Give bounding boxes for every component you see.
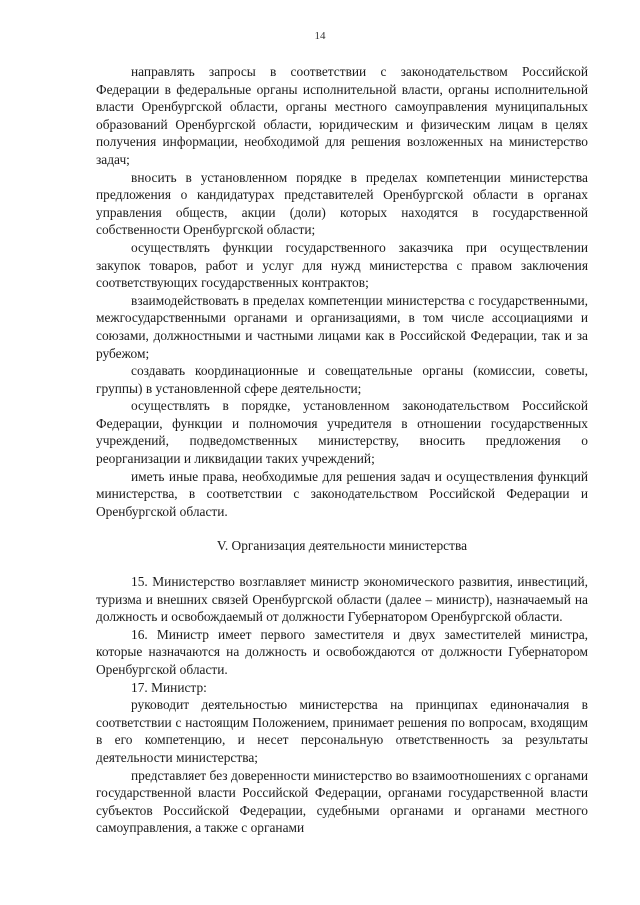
paragraph-requests: направлять запросы в соответствии с законодательством Российской Федерации в федеральные органы исполнительной власти, органы исполнительной власти Оренбургской области, органы местного самоуправления муниципальных образований Оренбургской области, юридическим и физическим лицам в целях получения информации, необходимой для решения возложенных на министерство задач; [96, 64, 588, 167]
paragraph-17: 17. Министр: [131, 679, 207, 695]
paragraph-interaction: взаимодействовать в пределах компетенции министерства с государственными, межгосударственными органами и организациями, в том числе ассоциациями и союзами, должностными и частными лицами как в Российской Федерации, так и за рубежом; [96, 292, 588, 361]
paragraph-15: 15. Министерство возглавляет министр экономического развития, инвестиций, туризма и внешних связей Оренбургской области (далее – министр), назначаемый на должность и освобождаемый от должности Губернатором Оренбургской области. [96, 574, 588, 625]
paragraph-candidates: вносить в установленном порядке в пределах компетенции министерства предложения о кандидатурах представителей Оренбургской области в органах управления обществ, акции (доли) которых находятся в государственной собственности Оренбургской области; [96, 169, 588, 238]
page-number: 14 [314, 30, 326, 42]
paragraph-customer-functions: осуществлять функции государственного заказчика при осуществлении закупок товаров, работ и услуг для нужд министерства с правом заключения соответствующих государственных контрактов; [96, 239, 588, 291]
paragraph-16: 16. Министр имеет первого заместителя и двух заместителей министра, которые назначаются на должность и освобождаются от должности Губернатором Оренбургской области. [96, 626, 588, 677]
paragraph-other-rights: иметь иные права, необходимые для решения задач и осуществления функций министерства, в соответствии с законодательством Российской Федерации и Оренбургской области. [96, 468, 588, 519]
paragraph-17-represents: представляет без доверенности министерство во взаимоотношениях с органами государственной власти Российской Федерации, органами государственной власти субъектов Российской Федерации, судебными органами и органами местного самоуправления, а также с органами [96, 767, 588, 836]
paragraph-founder-functions: осуществлять в порядке, установленном законодательством Российской Федерации, функции и полномочия учредителя в отношении государственных учреждений, подведомственных министерству, вносить предложения о реорганизации и ликвидации таких учреждений; [96, 398, 588, 467]
document-body [96, 63, 588, 837]
paragraph-coordination-bodies: создавать координационные и совещательные органы (комиссии, советы, группы) в установленной сфере деятельности; [96, 363, 588, 396]
section-heading: V. Организация деятельности министерства [216, 538, 468, 554]
paragraph-17-leads: руководит деятельностью министерства на принципах единоначалия в соответствии с настоящим Положением, принимает решения по вопросам, входящим в его компетенцию, и несет персональную ответственность за результаты деятельности министерства; [96, 697, 588, 765]
